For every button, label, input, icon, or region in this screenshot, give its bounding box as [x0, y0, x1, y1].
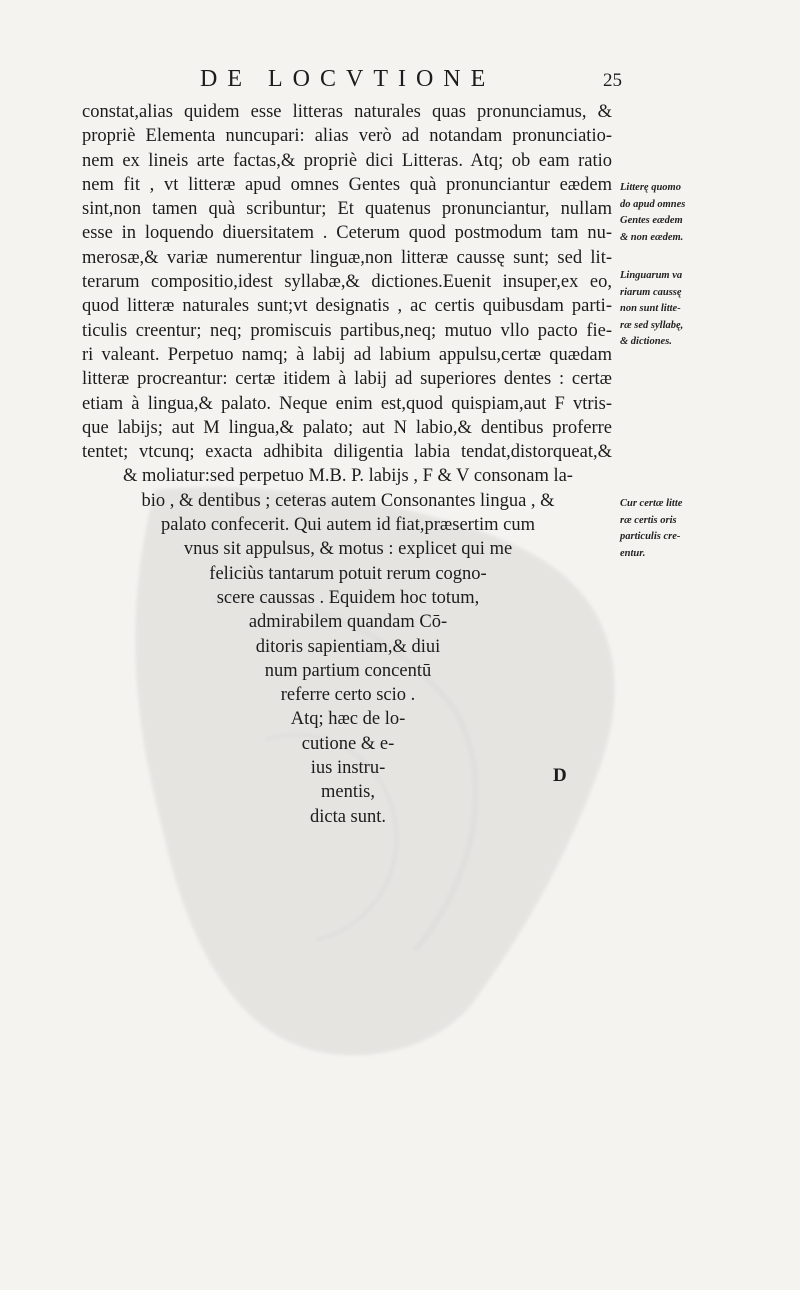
text-line: mentis, [321, 782, 375, 803]
marginal-note-line: Cur certæ litte [620, 498, 683, 509]
text-line: bio , & dentibus ; ceteras autem Consonantes lingua , & [141, 490, 555, 511]
text-line: nem ex lineis arte factas,& propriè dici Litteras. Atq; ob eam ratio [82, 150, 612, 171]
text-line: num partium concentū [264, 660, 432, 681]
text-line: dicta sunt. [309, 806, 387, 827]
marginal-note-line: particulis cre- [620, 531, 681, 542]
text-line: referre certo scio . [280, 685, 416, 706]
text-line: litteræ procreantur: certæ itidem à labij ad superiores dentes : certæ [82, 369, 612, 390]
text-line: esse in loquendo diuersitatem . Ceterum quod postmodum tam nu- [82, 223, 612, 244]
catchword: D [553, 765, 567, 786]
text-line: que labijs; aut M lingua,& palato; aut N labio,& dentibus proferre [82, 417, 612, 438]
marginal-note-line: entur. [620, 547, 646, 559]
marginal-note [620, 180, 685, 246]
marginal-note-line: Linguarum va [620, 270, 683, 281]
marginal-note-line: Gentes eædem [620, 215, 683, 226]
marginal-note-line: & non eædem. [620, 231, 684, 243]
marginal-note-line: & dictiones. [620, 336, 672, 347]
text-line: sint,non tamen quà scribuntur; Et quatenus pronunciantur, nullam [82, 199, 612, 220]
text-line: terarum compositio,idest syllabæ,& dictiones.Euenit insuper,ex eo, [82, 272, 612, 293]
text-line: vnus sit appulsus, & motus : explicet qui me [183, 539, 513, 560]
text-line: etiam à lingua,& palato. Neque enim est,quod quispiam,aut F vtris- [82, 393, 612, 414]
marginal-note-line: riarum caussę [620, 286, 682, 298]
text-line: admirabilem quandam Cō- [248, 612, 448, 633]
running-head-title: DE LOCVTIONE [200, 66, 496, 92]
marginal-note-line: non sunt litte- [620, 303, 681, 314]
marginal-note [620, 496, 682, 562]
text-line: ticulis creentur; neq; promiscuis partibus,neq; mutuo vllo pacto fie- [82, 320, 612, 341]
text-line: propriè Elementa nuncupari: alias verò ad notandam pronunciatio- [82, 126, 612, 147]
marginal-note-line: Litterę quomo [620, 182, 681, 193]
text-line: scere caussas . Equidem hoc totum, [216, 587, 480, 608]
text-line: & moliatur:sed perpetuo M.B. P. labijs , F & V consonam la- [123, 466, 573, 487]
marginal-note-line: ræ certis oris [620, 514, 677, 526]
text-line: ri valeant. Perpetuo namq; à labij ad labium appulsu,certæ quædam [82, 344, 612, 365]
text-line: cutione & e- [301, 733, 395, 754]
text-line: constat,alias quidem esse litteras naturales quas pronunciamus, & [82, 102, 612, 122]
marginal-note-line: ræ sed syllabę, [620, 319, 684, 331]
text-line: ditoris sapientiam,& diui [255, 636, 441, 657]
text-line: tentet; vtcunq; exacta adhibita diligentia labia tendat,distorqueat,& [82, 442, 612, 463]
text-line: palato confecerit. Qui autem id fiat,præsertim cum [161, 515, 535, 536]
text-line: quod litteræ naturales sunt;vt designatis , ac certis quibusdam parti- [82, 296, 612, 317]
text-line: feliciùs tantarum potuit rerum cogno- [209, 563, 487, 584]
text-line: merosæ,& variæ numerentur linguæ,non litteræ caussę sunt; sed lit- [82, 247, 612, 268]
text-line: ius instru- [310, 758, 386, 779]
marginal-note [620, 268, 683, 351]
text-line: nem fit , vt litteræ apud omnes Gentes quà pronunciantur eædem [82, 174, 612, 195]
page-number: 25 [603, 70, 622, 91]
marginal-note-line: do apud omnes [620, 198, 686, 210]
text-line: Atq; hæc de lo- [290, 709, 406, 730]
